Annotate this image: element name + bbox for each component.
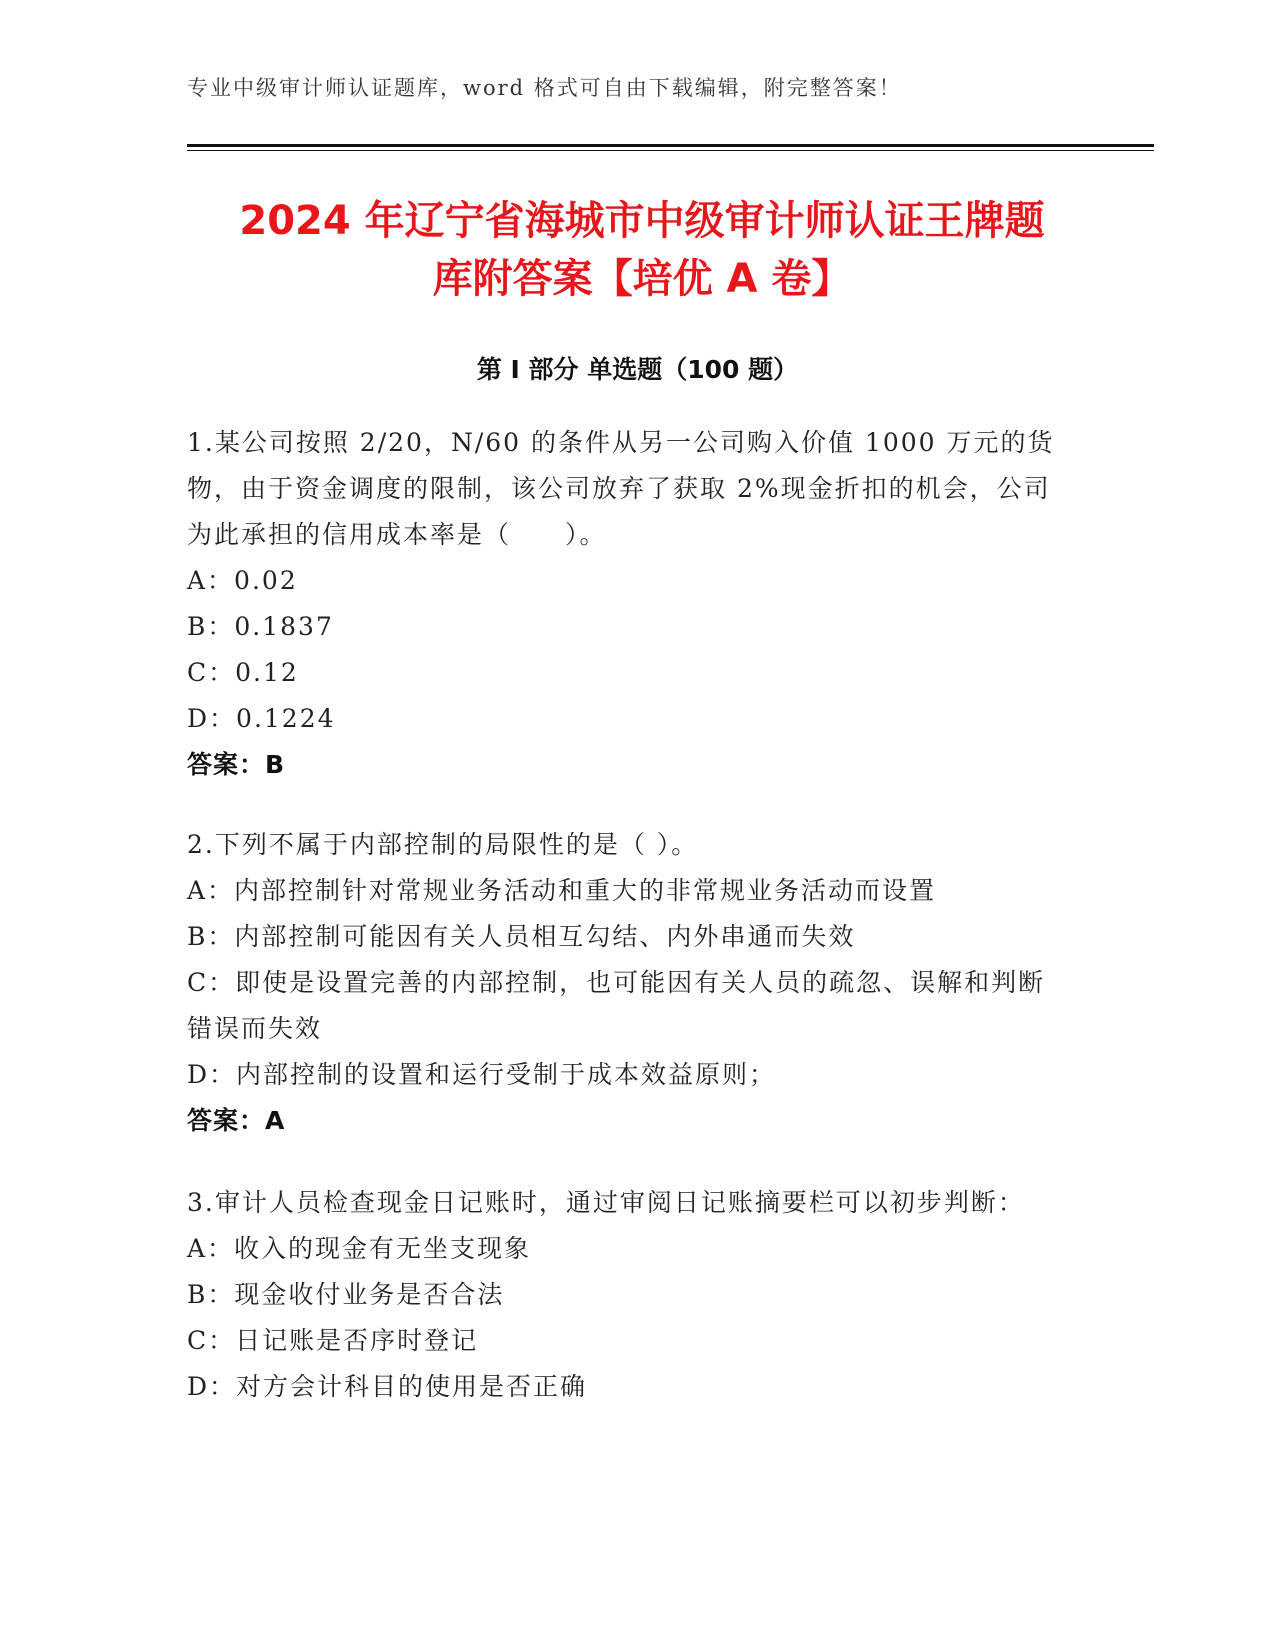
option-a: A：内部控制针对常规业务活动和重大的非常规业务活动而设置 bbox=[187, 876, 937, 905]
document-title bbox=[187, 192, 1097, 308]
option-c: C：日记账是否序时登记 bbox=[187, 1326, 479, 1355]
option-d: D：0.1224 bbox=[187, 704, 336, 733]
option-a: A：0.02 bbox=[187, 566, 298, 595]
question-2 bbox=[187, 822, 1067, 1144]
answer-label: 答案：B bbox=[187, 750, 286, 779]
option-a: A：收入的现金有无坐支现象 bbox=[187, 1234, 532, 1263]
option-d: D：对方会计科目的使用是否正确 bbox=[187, 1372, 588, 1401]
document-title-line-2: 库附答案【培优 A 卷】 bbox=[432, 256, 852, 302]
question-3 bbox=[187, 1180, 1067, 1410]
question-stem: 2.下列不属于内部控制的局限性的是（ ）。 bbox=[187, 830, 699, 859]
header-rule-thin bbox=[187, 150, 1154, 151]
option-d: D：内部控制的设置和运行受制于成本效益原则； bbox=[187, 1060, 777, 1089]
option-b: B：现金收付业务是否合法 bbox=[187, 1280, 505, 1309]
section-title: 第 I 部分 单选题（100 题） bbox=[476, 355, 799, 384]
option-b: B：内部控制可能因有关人员相互勾结、内外串通而失效 bbox=[187, 922, 856, 951]
question-stem: 1.某公司按照 2/20，N/60 的条件从另一公司购入价值 1000 万元的货物，由于资金调度的限制，该公司放弃了获取 2%现金折扣的机会，公司为此承担的信用成本率是（ ）。 bbox=[187, 428, 1055, 549]
question-stem: 3.审计人员检查现金日记账时，通过审阅日记账摘要栏可以初步判断： bbox=[187, 1188, 1025, 1217]
header-note: 专业中级审计师认证题库，word 格式可自由下载编辑，附完整答案！ bbox=[187, 76, 902, 100]
option-c: C：0.12 bbox=[187, 658, 299, 687]
header-rule-thick bbox=[187, 144, 1154, 147]
option-c: C：即使是设置完善的内部控制，也可能因有关人员的疏忽、误解和判断错误而失效 bbox=[187, 968, 1046, 1043]
option-b: B：0.1837 bbox=[187, 612, 334, 641]
document-title-line-1: 2024 年辽宁省海城市中级审计师认证王牌题 bbox=[239, 198, 1045, 244]
answer-label: 答案：A bbox=[187, 1106, 286, 1135]
question-1 bbox=[187, 420, 1067, 788]
